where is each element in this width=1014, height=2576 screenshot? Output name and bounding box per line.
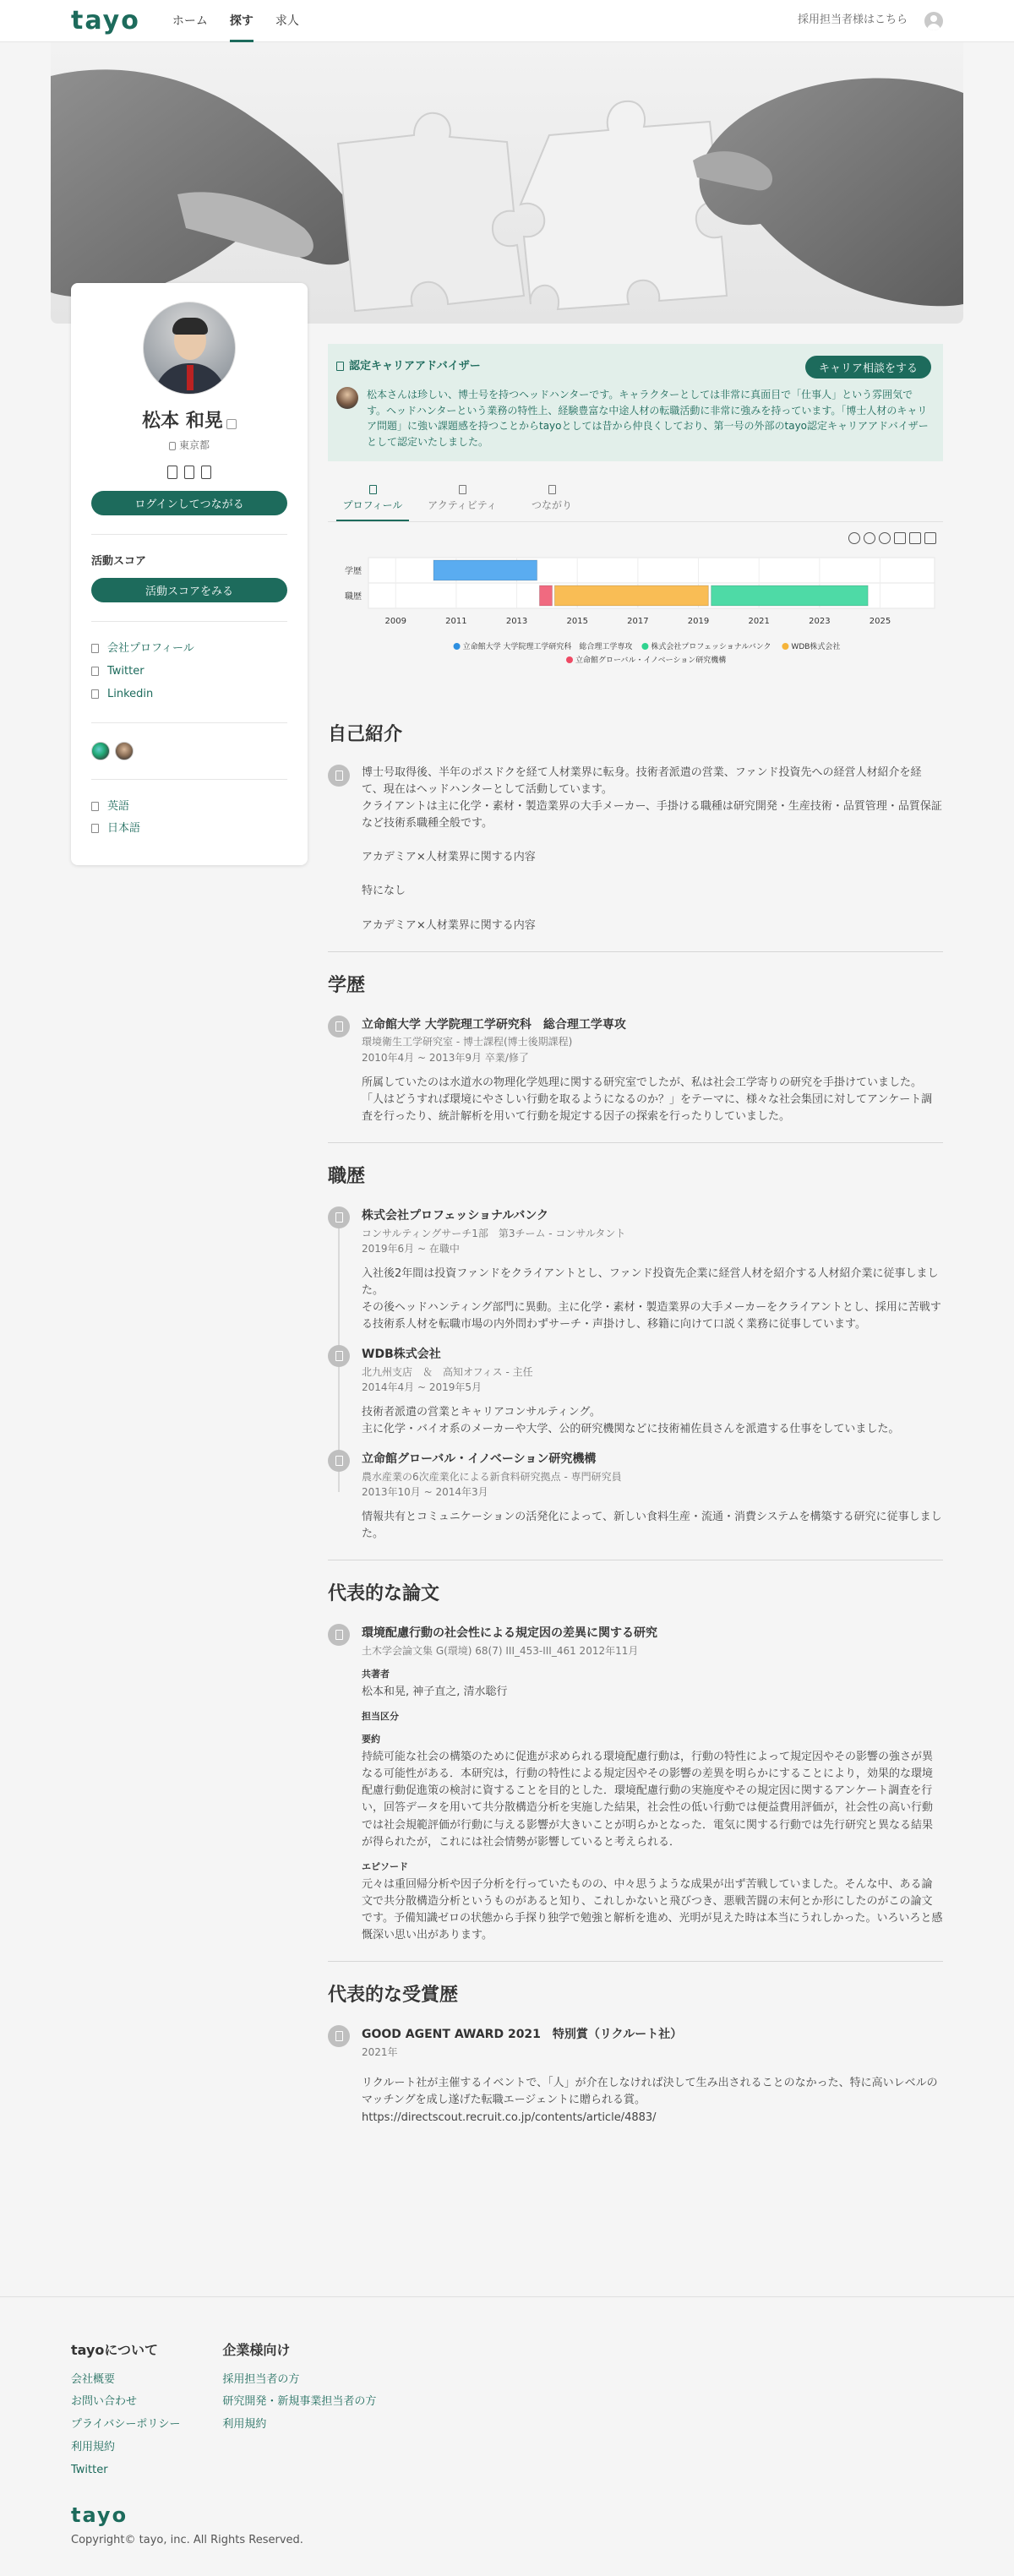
social-icon-2[interactable] — [184, 466, 194, 479]
paper-journal: 土木学会論文集 G(環境) 68(7) III_453-III_461 2012年11月 — [362, 1644, 639, 1657]
footer-link-company[interactable]: 会社概要 — [71, 2372, 116, 2386]
award-entry — [328, 2025, 943, 2126]
footer-biz-title: 企業様向け — [222, 2342, 291, 2358]
social-icon-3[interactable] — [201, 466, 211, 479]
tabs-divider — [328, 521, 943, 522]
footer-link-privacy[interactable]: プライバシーポリシー — [71, 2418, 181, 2432]
badge-image-1[interactable] — [91, 742, 110, 760]
site-footer — [0, 2296, 1014, 2576]
profile-tabs — [328, 485, 943, 520]
footer-link-recruiter[interactable]: 採用担当者の方 — [222, 2372, 300, 2386]
award-url-link[interactable]: https://directscout.recruit.co.jp/contents/article/4883/ — [362, 2110, 657, 2124]
company-description: 技術者派遣の営業とキャリアコンサルティング。 主に化学・バイオ系のメーカーや大学、公的研究機関などに技術補佐員さんを派遣する仕事をしていました。 — [362, 1405, 900, 1435]
x-tick-label: 2013 — [505, 616, 528, 626]
tab-connections[interactable]: つながり — [507, 485, 597, 520]
education-description: 所属していたのは水道水の物理化学処理に関する研究室でしたが、私は社会工学寄りの研究を手掛けていました。 「人はどうすれば環境にやさしい行動を取るようになるのか？」をテーマに、様々な社会集団に対してアンケート調査を行ったり、統計解析を用いて行動を規定する因子の探索を行ったりしていました。 — [362, 1076, 933, 1123]
career-entry — [328, 1206, 943, 1333]
nav-home[interactable]: ホーム — [172, 14, 208, 28]
puzzle-hands-illustration — [51, 42, 963, 324]
advisor-body — [336, 387, 931, 449]
company-role: 農水産業の6次産業化による新食料研究拠点 - 専門研究員 — [362, 1470, 622, 1483]
location — [91, 438, 287, 454]
career-timeline — [328, 1206, 943, 1543]
advisor-text: 松本さんは珍しい、博士号を持つヘッドハンターです。キャラクターとしては非常に真面目で「仕事人」という雰囲気です。ヘッドハンターという業務の特性上、経験豊富な中途人材の転職活動に非常に強みを持っています。「博士人材のキャリア問題」に強い課題感を持つことからtayoとしては昔から仲良くしており、第一号の外部のtayo認定キャリアアドバイザーとして認定いたしました。 — [367, 389, 929, 448]
career-entry — [328, 1345, 943, 1438]
hero-image — [51, 42, 963, 324]
section-education — [328, 951, 943, 1125]
footer-link-rnd[interactable]: 研究開発・新規事業担当者の方 — [222, 2395, 377, 2409]
document-icon — [328, 765, 350, 787]
school-icon — [328, 1016, 350, 1037]
x-tick-label: 2019 — [687, 616, 710, 626]
section-intro — [328, 701, 943, 934]
timeline-bar — [711, 585, 869, 606]
user-icon[interactable] — [924, 12, 943, 30]
languages — [91, 798, 287, 839]
company-description: 入社後2年間は投資ファンドをクライアントとし、ファンド投資先企業に経営人材を紹介する人材紹介業に従事しました。 その後ヘッドハンティング部門に異動。主に化学・素材・製造業界の大手メーカーをクライアントとし、採用に苦戦する技術系人材を転職市場の内外問わずサーチ・声掛けし、移籍に向けて口説く業務に従事しています。 — [362, 1266, 941, 1332]
company-description: 情報共有とコミュニケーションの活発化によって、新しい食料生産・流通・消費システムを構築する研究に従事しました。 — [362, 1510, 942, 1540]
location-text: 東京都 — [178, 439, 210, 452]
link-company-profile[interactable]: 会社プロフィール — [91, 640, 287, 658]
logo[interactable]: tayo — [71, 5, 140, 35]
login-connect-button[interactable]: ログインしてつながる — [91, 491, 287, 515]
twitter-icon — [91, 667, 99, 676]
divider — [91, 722, 287, 723]
header-right — [798, 12, 943, 30]
link-icon — [91, 644, 99, 653]
career-title: 職歴 — [328, 1165, 366, 1187]
awards-title: 代表的な受賞歴 — [328, 1985, 459, 2007]
recruiter-link[interactable]: 採用担当者様はこちら — [797, 14, 908, 27]
career-entry — [328, 1450, 943, 1543]
award-description: リクルート社が主催するイベントで、「人」が介在しなければ決して生み出されることのなかった、特に高いレベルのマッチングを成し遂げた転職エージェントに贈られる賞。 — [362, 2077, 938, 2107]
timeline-svg — [328, 532, 943, 701]
footer-biz — [222, 2339, 376, 2485]
location-pin-icon — [169, 442, 176, 450]
footer-link-terms[interactable]: 利用規約 — [71, 2440, 116, 2453]
education-entry — [328, 1016, 943, 1125]
pan-hand-icon[interactable] — [894, 532, 906, 544]
main-nav — [172, 0, 299, 42]
activity-score-button[interactable]: 活動スコアをみる — [91, 578, 287, 602]
legend-marker — [566, 656, 573, 663]
section-career — [328, 1142, 943, 1543]
legend-label: WDB株式会社 — [791, 642, 841, 651]
profile-layout — [0, 324, 1014, 2296]
papers-title: 代表的な論文 — [328, 1582, 440, 1604]
nav-search[interactable]: 探す — [230, 0, 254, 42]
career-consult-button[interactable]: キャリア相談をする — [805, 356, 931, 379]
role-label: 担当区分 — [362, 1710, 399, 1722]
avatar — [143, 302, 236, 395]
company-icon — [328, 1206, 350, 1228]
intro-paragraph-3: 特になし — [362, 885, 406, 898]
legend-marker — [454, 643, 461, 650]
name-row — [91, 406, 287, 436]
legend-label: 株式会社プロフェッショナルバンク — [651, 642, 771, 651]
legend-label: 立命館大学 大学院理工学研究科 総合理工学専攻 — [462, 642, 633, 651]
paper-abstract: 持続可能な社会の構築のために促進が求められる環境配慮行動は，行動の特性によって規定因やその影響の強さが異なる可能性がある．本研究は，行動の特性による規定因やその影響の差異を明らかにすることにより，効果的な環境配慮行動促進策の検討に資することを目的とした．環境配慮行動の実施度やその規定因に関するアンケート調査を行い，回答データを用いて共分散構造分析を実施した結果，社会性の低い行動では便益費用評価が，社会性の高い行動では社会規範評価が行動に与える影響が大きいことが明らかとなった．電気に関する行動では先行研究と異なる結果が得られたが，これには社会情勢が影響していると考えられる． — [362, 1751, 934, 1849]
episode-label: エピソード — [362, 1860, 408, 1872]
paper-title: 環境配慮行動の社会性による規定因の差異に関する研究 — [362, 1626, 657, 1641]
paper-episode: 元々は重回帰分析や因子分析を行っていたものの、中々思うような成果が出ず苦戦していました。そんな中、ある論文で共分散構造分析というものがあると知り、これしかないと飛びつき、悪戦苦闘の末何とか形にしたのがこの論文です。予備知識ゼロの状態から手探り独学で勉強と解析を進め、光明が見えた時は本当にうれしかった。いろいろと感慨深い思い出があります。 — [362, 1877, 943, 1942]
paper-authors: 松本和晃, 神子直之, 清水聡行 — [362, 1685, 508, 1698]
search-zoom-icon[interactable] — [879, 532, 891, 544]
zoom-out-icon[interactable] — [864, 532, 875, 544]
timeline-bar — [433, 560, 537, 580]
education-title: 学歴 — [328, 974, 366, 996]
advisor-head — [336, 356, 931, 379]
link-linkedin[interactable]: Linkedin — [91, 686, 287, 704]
footer-about-title: tayoについて — [71, 2342, 159, 2358]
social-icon-1[interactable] — [167, 466, 177, 479]
copyright: Copyright© tayo, inc. All Rights Reserved. — [71, 2533, 303, 2546]
footer-link-twitter[interactable]: Twitter — [71, 2463, 108, 2476]
award-name: GOOD AGENT AWARD 2021 特別賞（リクルート社） — [362, 2028, 683, 2042]
divider — [91, 621, 287, 622]
link-twitter[interactable]: Twitter — [91, 663, 287, 681]
x-tick-label: 2023 — [809, 616, 831, 626]
company-role: 北九州支店 ＆ 高知オフィス - 主任 — [362, 1365, 533, 1378]
footer-link-biz-terms[interactable]: 利用規約 — [222, 2418, 267, 2432]
divider — [91, 779, 287, 780]
language-icon — [91, 824, 99, 833]
legend-marker — [782, 643, 788, 650]
company-role: コンサルティングサーチ1部 第3チーム - コンサルタント — [362, 1227, 626, 1239]
social-icons — [91, 466, 287, 479]
divider — [91, 534, 287, 535]
legend-label: 立命館グローバル・イノベーション研究機構 — [575, 656, 727, 665]
hero-wrap — [0, 42, 1014, 324]
section-papers — [328, 1560, 943, 1944]
x-tick-label: 2011 — [445, 616, 467, 626]
verified-icon — [226, 419, 237, 429]
career-timeline-chart — [328, 532, 943, 701]
intro-title: 自己紹介 — [328, 723, 403, 745]
paper-entry — [328, 1624, 943, 1944]
tab-activity[interactable]: アクティビティ — [417, 485, 507, 520]
company-period: 2013年10月 ~ 2014年3月 — [362, 1486, 488, 1499]
menu-icon[interactable] — [924, 532, 936, 544]
section-awards — [328, 1961, 943, 2127]
connections-icon — [548, 485, 556, 494]
company-name: WDB株式会社 — [362, 1348, 441, 1362]
timeline-bar — [554, 585, 708, 606]
advisor-title: 認定キャリアアドバイザー — [336, 358, 481, 376]
timeline-bar — [539, 585, 552, 606]
intro-paragraph-1: 博士号取得後、半年のポスドクを経て人材業界に転身。技術者派遣の営業、ファンド投資先への経営人材紹介を経て、現在はヘッドハンターとして活動しています。 クライアントは主に化学・素材・製造業界の大手メーカー、手掛ける職種は研究開発・生産技術・品質管理・品質保証など技術系職種全般です。 — [362, 765, 942, 831]
language-english: 英語 — [91, 798, 287, 816]
intro-paragraph-4: アカデミア×人材業界に関する内容 — [362, 918, 536, 932]
company-icon — [328, 1345, 350, 1367]
activity-score-title: 活動スコア — [91, 555, 147, 569]
x-tick-label: 2021 — [748, 616, 770, 626]
company-period: 2014年4月 ~ 2019年5月 — [362, 1381, 482, 1394]
intro-paragraph-2: アカデミア×人材業界に関する内容 — [362, 851, 536, 864]
school-name: 立命館大学 大学院理工学研究科 総合理工学専攻 — [362, 1017, 626, 1032]
linkedin-icon — [91, 689, 99, 699]
advisor-box — [328, 344, 943, 461]
company-name: 株式会社プロフェッショナルバンク — [362, 1209, 549, 1223]
footer-about — [71, 2339, 180, 2485]
intro-entry — [328, 765, 943, 934]
award-year: 2021年 — [362, 2045, 398, 2058]
abstract-label: 要約 — [362, 1734, 380, 1745]
paper-icon — [328, 1624, 350, 1646]
language-icon — [91, 802, 99, 811]
category-label: 職歴 — [345, 591, 362, 602]
footer-columns — [71, 2339, 943, 2485]
profile-links — [91, 640, 287, 703]
footer-link-contact[interactable]: お問い合わせ — [71, 2395, 138, 2409]
chart-toolbar — [848, 532, 936, 544]
main-content — [328, 324, 943, 2127]
badges — [91, 742, 287, 760]
profile-name: 松本 和晃 — [142, 411, 223, 432]
lab-name: 環境衛生工学研究室 - 博士課程(博士後期課程) — [362, 1036, 573, 1048]
company-name: 立命館グローバル・イノベーション研究機構 — [362, 1452, 597, 1467]
nav-jobs[interactable]: 求人 — [275, 14, 299, 28]
footer-logo[interactable]: tayo — [71, 2502, 128, 2527]
home-icon[interactable] — [909, 532, 921, 544]
advisor-avatar — [336, 387, 358, 409]
profile-card — [71, 283, 308, 865]
legend-marker — [641, 643, 648, 650]
award-icon — [328, 2025, 350, 2047]
activity-icon — [459, 485, 466, 494]
company-icon — [328, 1450, 350, 1472]
x-tick-label: 2017 — [627, 616, 649, 626]
badge-image-2[interactable] — [115, 742, 134, 760]
badge-icon — [336, 362, 344, 371]
company-period: 2019年6月 ~ 在職中 — [362, 1243, 460, 1255]
x-tick-label: 2025 — [869, 616, 891, 626]
tab-profile[interactable]: プロフィール — [328, 485, 417, 520]
zoom-in-icon[interactable] — [848, 532, 860, 544]
category-label: 学歴 — [345, 566, 362, 576]
education-period: 2010年4月 ~ 2013年9月 卒業/修了 — [362, 1051, 529, 1064]
x-tick-label: 2009 — [384, 616, 406, 626]
authors-label: 共著者 — [362, 1669, 390, 1680]
profile-icon — [369, 485, 377, 494]
site-header — [0, 0, 1014, 42]
language-japanese: 日本語 — [91, 820, 287, 838]
x-tick-label: 2015 — [566, 616, 588, 626]
